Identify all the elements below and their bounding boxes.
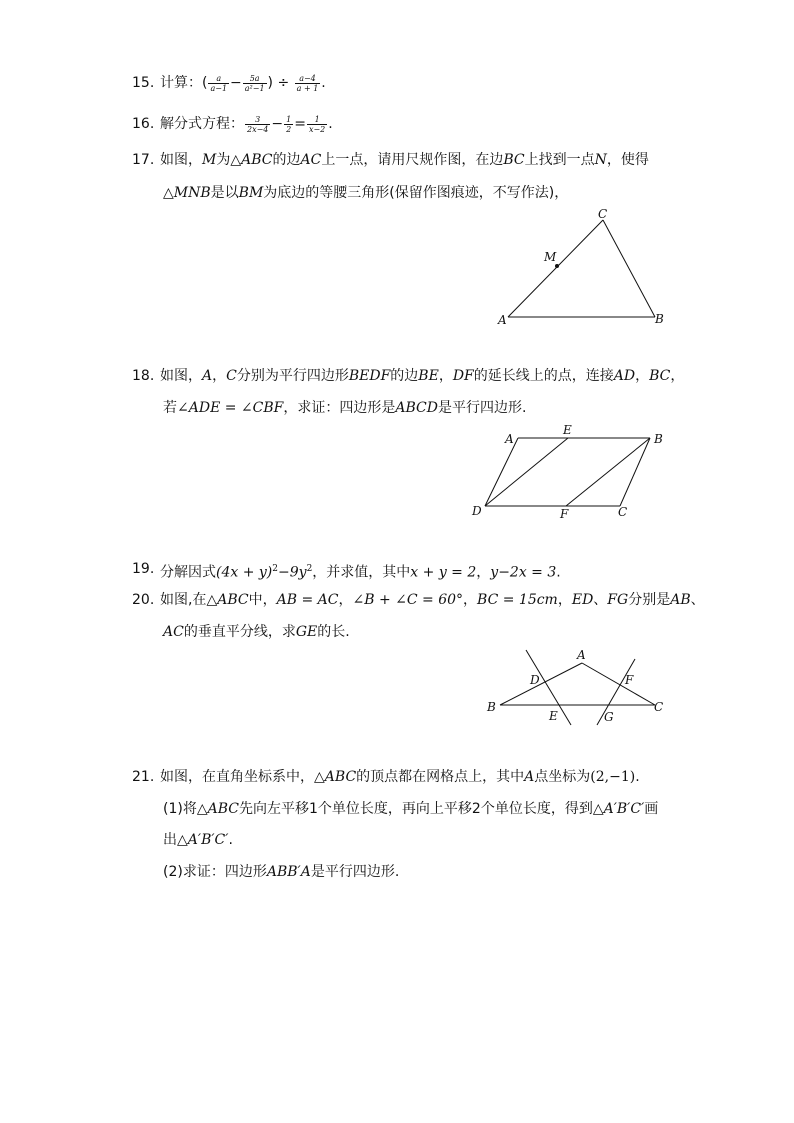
- question-part-1-cont: 出△A′B′C′.: [163, 832, 233, 848]
- side-ac: [582, 663, 655, 705]
- label-a: A: [505, 432, 514, 446]
- side-cb: [603, 220, 655, 317]
- side-ac: [508, 220, 603, 317]
- question-number: 15.: [132, 75, 155, 91]
- label-b: B: [654, 432, 663, 446]
- question-number: 20.: [132, 592, 155, 608]
- label-e: E: [549, 709, 558, 723]
- point-m: [555, 264, 559, 268]
- label-b: B: [655, 312, 664, 326]
- label-d: D: [472, 504, 482, 518]
- fraction: $\frac{5a}{\text{a²−1}}$: [244, 73, 265, 93]
- question-text-line1: 如图，在直角坐标系中，△ABC的顶点都在网格点上，其中A点坐标为(2,−1).: [160, 769, 640, 785]
- label-f: F: [560, 507, 569, 521]
- question-number: 17.: [132, 152, 155, 168]
- side-bc: [620, 438, 650, 506]
- label-m: M: [544, 250, 557, 264]
- question-number: 16.: [132, 116, 155, 132]
- figure-parallelogram: [470, 420, 675, 525]
- question-number: 21.: [132, 769, 155, 785]
- question-number: 18.: [132, 368, 155, 384]
- question-part-1: (1)将△ABC先向左平移1个单位长度，再向上平移2个单位长度，得到△A′B′C′画: [163, 801, 659, 817]
- label-f: F: [625, 673, 634, 687]
- question-part-2: (2)求证：四边形ABB′A是平行四边形.: [163, 864, 400, 880]
- fraction: $\frac{1}{x-2}$: [308, 114, 326, 134]
- figure-triangle-abc: [490, 205, 670, 330]
- label-a: A: [498, 313, 507, 327]
- question-text-line1: 如图,在△ABC中，AB = AC，∠B + ∠C = 60°，BC = 15cm，ED、FG分别是AB、: [160, 592, 705, 608]
- question-text-line2: AC的垂直平分线，求GE的长.: [163, 624, 350, 640]
- side-ba: [500, 663, 582, 705]
- label-e: E: [563, 423, 572, 437]
- question-text-line1: 如图，A，C分别为平行四边形BEDF的边BE，DF的延长线上的点，连接AD，BC，: [160, 368, 685, 384]
- label-c: C: [618, 505, 628, 519]
- label-a: A: [577, 648, 586, 662]
- fraction: $\frac{a-4}{a + 1}$: [296, 73, 319, 93]
- question-text-line1: 如图，M为△ABC的边AC上一点，请用尺规作图，在边BC上找到一点N，使得: [160, 152, 649, 168]
- question-text: 计算：( $\frac{a}{a-1}$ − $\frac{5a}{\text{a²−1}}$ ) ÷ $\frac{a-4}{a + 1}$ .: [160, 73, 326, 93]
- label-g: G: [604, 710, 614, 724]
- figure-perpendicular-bisectors: [480, 645, 675, 730]
- question-number: 19.: [132, 561, 155, 577]
- question-text-line2: △MNB是以BM为底边的等腰三角形(保留作图痕迹，不写作法)，: [163, 185, 569, 201]
- fraction: $\frac{1}{2}$: [286, 114, 292, 134]
- label-c: C: [654, 700, 664, 714]
- label-b: B: [487, 700, 496, 714]
- segment-de: [485, 438, 568, 506]
- fraction: $\frac{3}{2x-4}$: [247, 114, 269, 134]
- segment-fb: [566, 438, 650, 506]
- side-ad: [485, 438, 518, 506]
- question-text-line2: 若∠ADE = ∠CBF，求证：四边形是ABCD是平行四边形.: [163, 400, 527, 416]
- label-c: C: [598, 207, 608, 221]
- label-d: D: [530, 673, 540, 687]
- fraction: $\frac{a}{a-1}$: [210, 73, 228, 93]
- question-text: 分解因式$(4x + y)^2-9y^2$，并求值，其中x + y = 2，y−2x = 3.: [160, 564, 561, 581]
- bisector-fg: [597, 659, 635, 725]
- question-text: 解分式方程： $\frac{3}{2x-4}$ − $\frac{1}{2}$ = $\frac{1}{x-2}$ .: [160, 114, 333, 134]
